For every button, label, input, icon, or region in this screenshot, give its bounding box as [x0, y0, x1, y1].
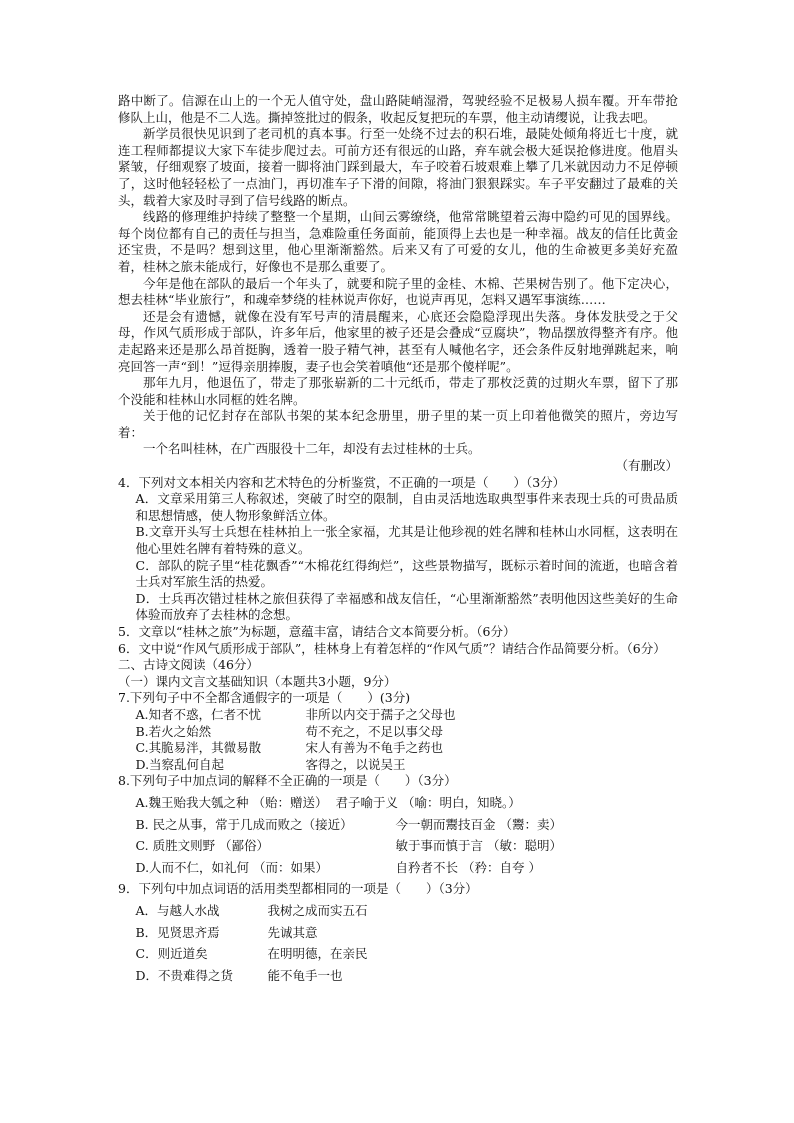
option-right: 客得之，以说吴王: [305, 756, 406, 772]
option-right: 先诚其意: [267, 924, 318, 940]
option-left: D.人而不仁，如礼何 （而：如果）: [135, 859, 329, 875]
option-left: B. 民之从事，常于几成而败之（接近）: [135, 816, 353, 832]
question-7-row-d: [136, 757, 679, 774]
paragraph-7: 关于他的记忆封存在部队书架的某本纪念册里，册子里的某一页上印着他微笑的照片，旁边写着：: [118, 408, 678, 440]
option-right: 能不龟手一也: [267, 967, 343, 983]
option-right: 我树之成而实五石: [267, 902, 368, 918]
question-9-options: [118, 903, 678, 984]
option-left: B.若火之始然: [135, 723, 212, 739]
question-8-row-c: [136, 838, 679, 855]
question-5: 5．文章以“桂林之旅”为标题，意蕴丰富，请结合文本简要分析。（6分）: [118, 624, 516, 639]
question-4-option-c: [118, 558, 678, 591]
option-text: C．部队的院子里“桂花飘香”“木棉花红得绚烂”，这些景物描写，既标示着时间的流逝，也暗含着士兵对军旅生活的热爱。: [135, 557, 678, 590]
option-text: B.文章开头写士兵想在桂林拍上一张全家福，尤其是让他珍视的姓名牌和桂林山水同框，这表明在他心里姓名牌有着特殊的意义。: [135, 524, 678, 557]
option-right: 苟不充之，不足以事父母: [305, 723, 444, 739]
question-7-options: [118, 707, 678, 773]
option-left: B．见贤思齐焉: [135, 924, 220, 940]
paragraph-2: 新学员很快见识到了老司机的真本事。行至一处绕不过去的积石堆，最陡处倾角将近七十度，就连工程师都提议大家下车徒步爬过去。可前方还有很远的山路，弃车就会极大延误抢修进度。他眉头紧皱，仔细观察了坡面，接着一脚将油门踩到最大，车子咬着石坡艰难上攀了几米就因动力不足停顿了，这时他轻轻松了一点油门，再切准车子下滑的间隙，将油门狠狠踩实。车子平安翻过了最难的关头，载着大家及时寻到了信号线路的断点。: [118, 126, 678, 208]
revision-note: （有删改）: [615, 458, 678, 474]
question-7-stem: 7.下列句子中不全都含通假字的一项是（ ）(3分): [118, 690, 411, 706]
question-6: 6．文中说“作风气质形成于部队”，桂林身上有着怎样的“作风气质”？请结合作品简要分析。（6分）: [118, 640, 666, 656]
question-4-option-b: [118, 524, 678, 557]
paragraph-5: 还是会有遗憾，就像在没有军号声的清晨醒来，心底还会隐隐浮现出失落。身体发肤受之于父母，作风气质形成于部队，许多年后，他家里的被子还是会叠成“豆腐块”，物品摆放得整齐有序。他走起路来还是那么昂首挺胸，透着一股子精气神，甚至有人喊他名字，还会条件反射地弹跳起来，响亮回答一声“到！”逗得亲朋捧腹，妻子也会笑着嗔他“还是那个傻样呢”。: [118, 308, 678, 374]
option-left: C. 质胜文则野 （鄙俗）: [135, 838, 270, 854]
question-8-options: [118, 795, 678, 876]
question-7-row-a: [136, 707, 679, 724]
option-left: A.知者不惑，仁者不忧: [135, 706, 262, 722]
option-right: 今一朝而鬻技百金 （鬻：卖）: [395, 816, 562, 832]
question-9-row-c: [136, 946, 679, 963]
question-7-row-b: [136, 724, 679, 741]
question-9-row-d: [136, 968, 679, 985]
option-right: 宋人有善为不龟手之药也: [305, 740, 444, 756]
question-7-row-c: [136, 740, 679, 757]
question-8-row-b: [136, 817, 679, 834]
option-left: C．则近道矣: [135, 946, 208, 962]
question-4-stem: 4．下列对文本相关内容和艺术特色的分析鉴赏，不正确的一项是（ ）（3分）: [118, 474, 566, 490]
section-2-subheading: （一）课内文言文基础知识（本题共3小题，9分）: [118, 673, 397, 689]
option-right: 自矜者不长 （矜：自夸 ）: [395, 859, 541, 875]
question-9-stem: 9．下列句中加点词语的活用类型都相同的一项是（ ）（3分）: [118, 881, 478, 897]
option-right: 敏于事而慎于言 （敏：聪明）: [395, 838, 562, 854]
option-text: D．士兵再次错过桂林之旅但获得了幸福感和战友信任，“心里渐渐豁然”表明他因这些美好的生命体验而放弃了去桂林的念想。: [135, 590, 678, 623]
option-left: D．不贵难得之货: [135, 967, 234, 983]
option-left: C.其脆易泮，其微易散: [135, 740, 262, 756]
option-text: A．文章采用第三人称叙述，突破了时空的限制，自由灵活地选取典型事件来表现士兵的可贵品质和思想情感，使人物形象鲜活立体。: [135, 491, 678, 523]
option-right: 君子喻于义 （喻：明白，知晓。）: [335, 794, 521, 810]
paragraph-8: 一个名叫桂林，在广西服役十二年，却没有去过桂林的士兵。: [143, 441, 481, 457]
option-left: A.魏王贻我大瓠之种 （贻：赠送）: [135, 794, 328, 810]
section-2-heading: 二、古诗文阅读（46分）: [118, 657, 259, 673]
paragraph-1: 路中断了。信源在山上的一个无人值守处，盘山路陡峭湿滑，驾驶经验不足极易人损车覆。开车带抢修队上山，他是不二人选。撕掉签批过的假条，收起反复把玩的车票，他主动请缨说，让我去吧。: [118, 93, 678, 125]
option-right: 在明明德，在亲民: [267, 946, 368, 962]
option-left: A．与越人水战: [135, 902, 220, 918]
paragraph-4: 今年是他在部队的最后一个年头了，就要和院子里的金桂、木棉、芒果树告别了。他下定决心，想去桂林“毕业旅行”，和魂牵梦绕的桂林说声你好，也说声再见，怎料又遇军事演练……: [118, 275, 678, 308]
question-4-option-d: [118, 591, 678, 624]
option-right: 非所以内交于孺子之父母也: [305, 706, 456, 722]
paragraph-6: 那年九月，他退伍了，带走了那张崭新的二十元纸币，带走了那枚泛黄的过期火车票，留下了那个没能和桂林山水同框的姓名牌。: [118, 375, 678, 407]
question-8-row-d: [136, 860, 679, 877]
question-4-option-a: [118, 491, 678, 524]
question-8-stem: 8.下列句子中加点词的解释不全正确的一项是（ ）（3分）: [118, 773, 457, 789]
question-9-row-a: [136, 903, 679, 920]
question-8-row-a: [136, 795, 679, 812]
paragraph-3: 线路的修理维护持续了整整一个星期，山间云雾缭绕，他常常眺望着云海中隐约可见的国界线。每个岗位都有自己的责任与担当，急难险重任务面前，能顶得上去也是一种幸福。战友的信任比黄金还宝贵，不是吗？想到这里，他心里渐渐豁然。后来又有了可爱的女儿，他的生命被更多美好充盈着，桂林之旅未能成行，好像也不是那么重要了。: [118, 209, 678, 274]
option-left: D.当察乱何自起: [135, 756, 225, 772]
document-page: [118, 93, 678, 984]
question-9-row-b: [136, 925, 679, 942]
